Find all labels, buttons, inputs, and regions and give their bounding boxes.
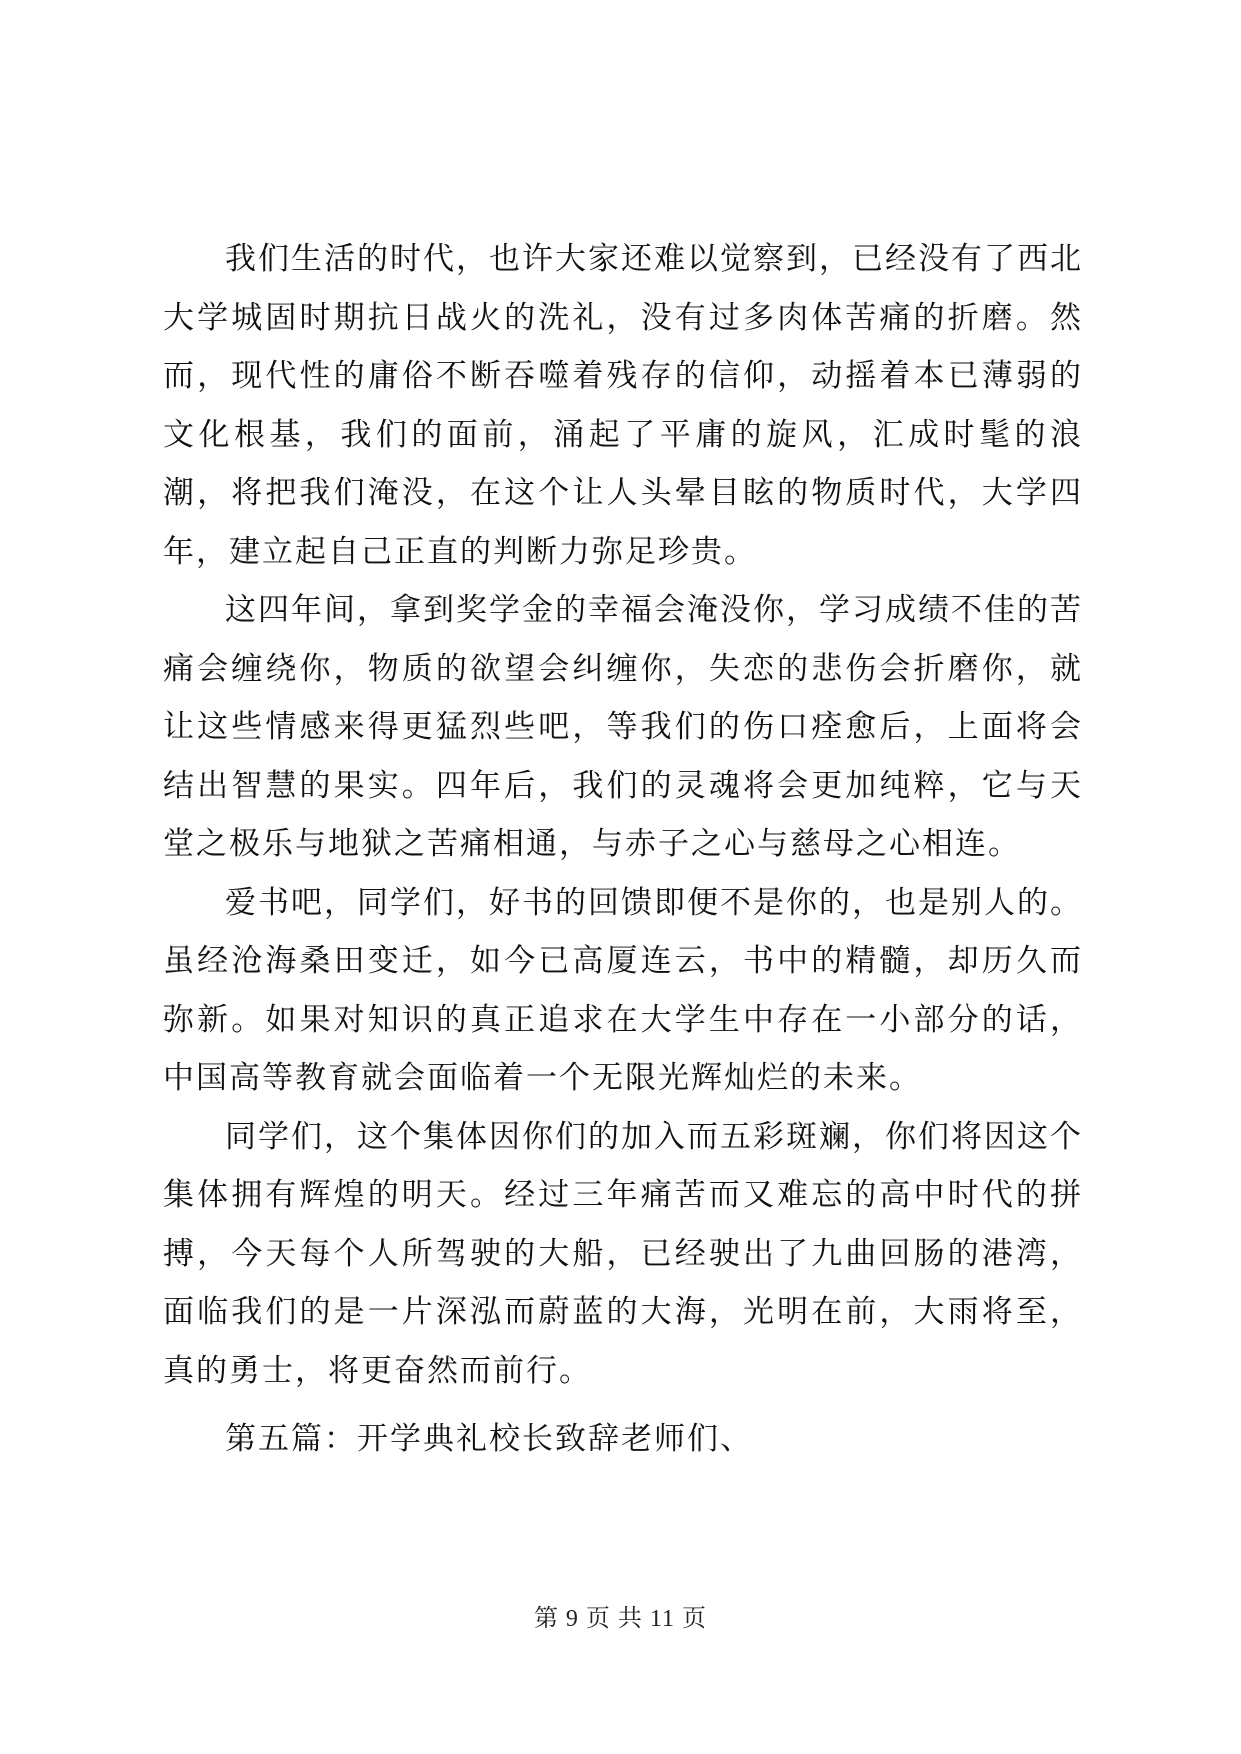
document-body bbox=[163, 230, 1083, 1469]
paragraph-3: 爱书吧，同学们，好书的回馈即便不是你的，也是别人的。虽经沧海桑田变迁，如今已高厦连云，书中的精髓，却历久而弥新。如果对知识的真正追求在大学生中存在一小部分的话，中国高等教育就会面临着一个无限光辉灿烂的未来。 bbox=[163, 884, 1083, 1096]
section-heading: 第五篇：开学典礼校长致辞老师们、 bbox=[225, 1421, 753, 1457]
page-number-footer: 第 9 页 共 11 页 bbox=[533, 1606, 708, 1632]
paragraph-1: 我们生活的时代，也许大家还难以觉察到，已经没有了西北大学城固时期抗日战火的洗礼，没有过多肉体苦痛的折磨。然而，现代性的庸俗不断吞噬着残存的信仰，动摇着本已薄弱的文化根基，我们的面前，涌起了平庸的旋风，汇成时髦的浪潮，将把我们淹没，在这个让人头晕目眩的物质时代，大学四年，建立起自己正直的判断力弥足珍贵。 bbox=[163, 241, 1083, 570]
paragraph-4: 同学们，这个集体因你们的加入而五彩斑斓，你们将因这个集体拥有辉煌的明天。经过三年痛苦而又难忘的高中时代的拼搏，今天每个人所驾驶的大船，已经驶出了九曲回肠的港湾，面临我们的是一片深泓而蔚蓝的大海，光明在前，大雨将至，真的勇士，将更奋然而前行。 bbox=[163, 1118, 1083, 1389]
paragraph-2: 这四年间，拿到奖学金的幸福会淹没你，学习成绩不佳的苦痛会缠绕你，物质的欲望会纠缠你，失恋的悲伤会折磨你，就让这些情感来得更猛烈些吧，等我们的伤口痊愈后，上面将会结出智慧的果实。四年后，我们的灵魂将会更加纯粹，它与天堂之极乐与地狱之苦痛相通，与赤子之心与慈母之心相连。 bbox=[163, 592, 1083, 862]
